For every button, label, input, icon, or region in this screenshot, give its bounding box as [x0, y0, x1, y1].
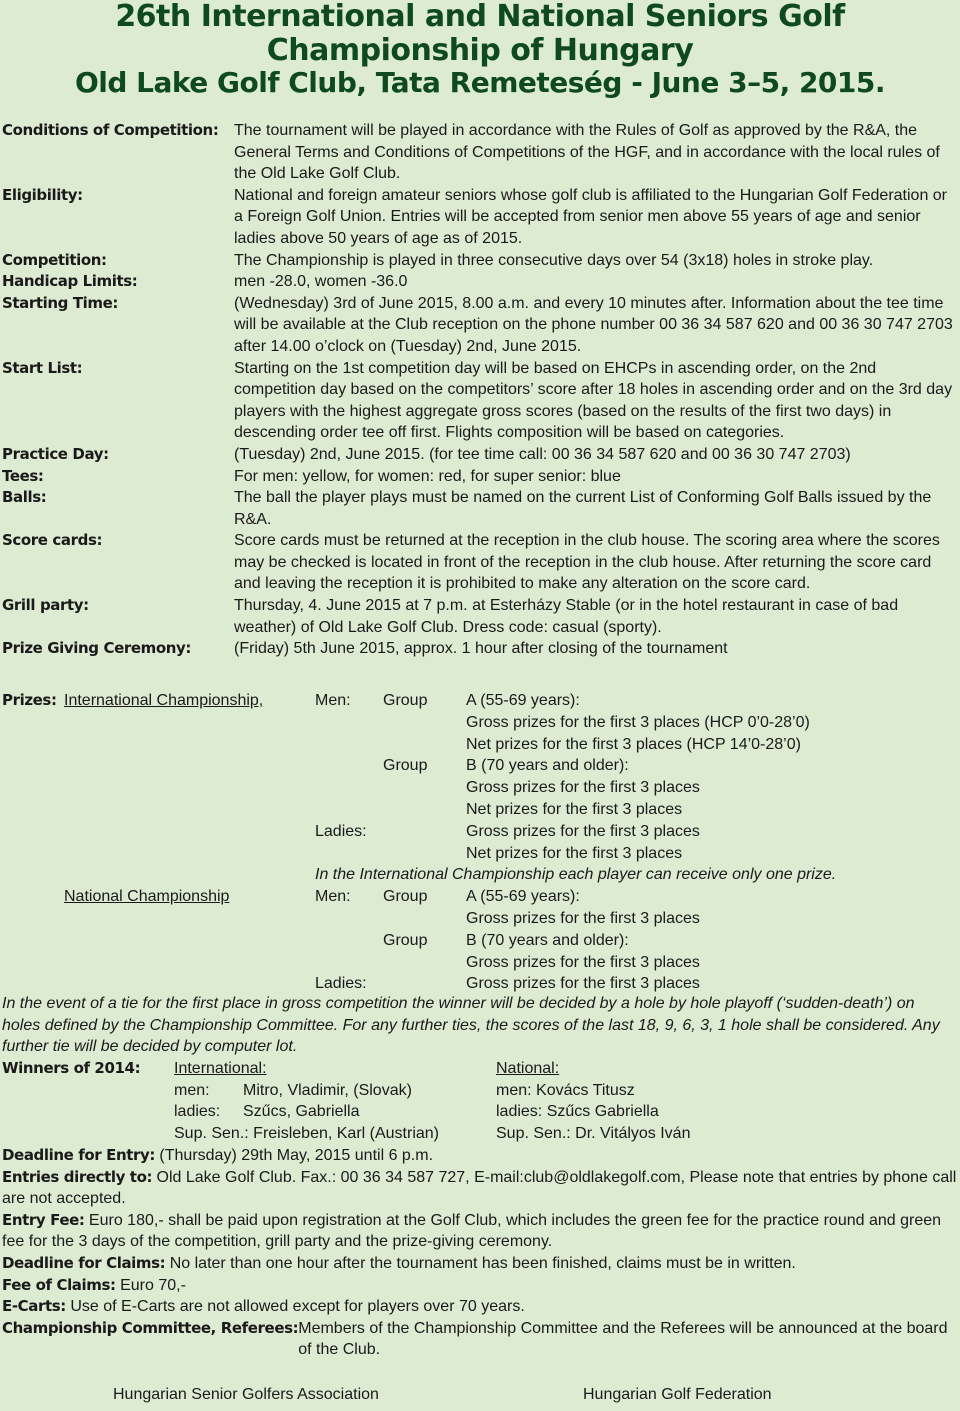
winners-row [2, 1080, 957, 1102]
detail-value: No later than one hour after the tournament has been finished, claims must be in written. [165, 1254, 796, 1272]
condition-label: Conditions of Competition: [2, 121, 219, 139]
group-a-label: A (55-69 years): [466, 692, 580, 709]
condition-value: (Friday) 5th June 2015, approx. 1 hour after closing of the tournament [234, 640, 728, 658]
group-label: Group [383, 888, 428, 906]
winners-label: Winners of 2014: [2, 1058, 141, 1077]
condition-label: Prize Giving Ceremony: [2, 639, 192, 658]
prize-line: Net prizes for the first 3 places [466, 844, 683, 862]
tie-rule: In the event of a tie for the first place in gross competition the winner will be decided by a hole by hole playoff (‘sudden-death’) on holes defined by the Championship Committee. For any further ties, the scores of the last 18, 9, 6, 3, 1 hole shall be considered. Any further tie will be decided by computer lot. [2, 995, 940, 1056]
detail-value: Euro 70,- [115, 1276, 186, 1294]
committee-label: Championship Committee, Referees: [2, 1318, 299, 1337]
detail-value: Use of E-Carts are not allowed except for players over 70 years. [65, 1298, 525, 1316]
committee-row [2, 1318, 957, 1361]
men-label: Men: [315, 888, 351, 906]
condition-label: Eligibility: [2, 185, 83, 204]
title-line-1: 26th International and National Seniors Golf [115, 0, 845, 34]
men-label: Men: [315, 692, 351, 709]
winners-intl-head: International: [174, 1059, 267, 1077]
condition-row [2, 185, 957, 250]
condition-label: Practice Day: [2, 444, 109, 463]
prize-line: Net prizes for the first 3 places [466, 800, 683, 818]
detail-label: Fee of Claims: [2, 1275, 116, 1294]
condition-row [2, 530, 957, 595]
condition-label: Score cards: [2, 531, 103, 550]
winner-category: ladies: [174, 1103, 221, 1121]
condition-row [2, 120, 957, 185]
conditions-section [2, 120, 957, 660]
detail-label: Entry Fee: [2, 1210, 85, 1229]
condition-value: The Championship is played in three consecutive days over 54 (3x18) holes in stroke play. [234, 251, 874, 269]
condition-label: Tees: [2, 466, 44, 485]
condition-row [2, 250, 957, 272]
condition-label: Competition: [2, 250, 107, 269]
document-title [0, 0, 960, 98]
condition-row [2, 595, 957, 638]
condition-label: Start List: [2, 358, 83, 377]
condition-value: (Wednesday) 3rd of June 2015, 8.00 a.m. and every 10 minutes after. Information about the tee time will be available at the Club reception on the phone number 00 36 34 587 620 and 00 36 30 747 2703 after 14.00 o’clock on (Tuesday) 2nd, June 2015. [234, 294, 953, 355]
condition-row [2, 487, 957, 530]
committee-value: Members of the Championship Committee and the Referees will be announced at the board of the Club. [298, 1319, 948, 1359]
ladies-label: Ladies: [315, 975, 367, 993]
detail-row [2, 1210, 957, 1253]
condition-row [2, 271, 957, 293]
prize-line: Gross prizes for the first 3 places [466, 953, 700, 971]
winner-name: Szűcs, Gabriella [243, 1103, 360, 1121]
ladies-label: Ladies: [315, 822, 367, 840]
condition-label: Grill party: [2, 596, 89, 615]
condition-value: men -28.0, women -36.0 [234, 273, 408, 291]
winner-name: Sup. Sen.: Freisleben, Karl (Austrian) [174, 1125, 440, 1143]
detail-row [2, 1296, 957, 1318]
detail-value: (Thursday) 29th May, 2015 until 6 p.m. [154, 1146, 434, 1164]
rules-section [2, 993, 957, 1361]
winner-name: Sup. Sen.: Dr. Vitályos Iván [496, 1125, 691, 1143]
prize-note: In the International Championship each player can receive only one prize. [315, 866, 837, 884]
condition-row [2, 638, 957, 660]
condition-value: For men: yellow, for women: red, for super senior: blue [234, 467, 621, 485]
group-b-label: B (70 years and older): [466, 931, 629, 949]
prize-line: Gross prizes for the first 3 places [466, 975, 700, 993]
prize-line: Gross prizes for the first 3 places (HCP 0’0-28’0) [466, 713, 810, 731]
winner-name: ladies: Szűcs Gabriella [496, 1103, 659, 1121]
condition-label: Balls: [2, 488, 47, 507]
winners-row [2, 1123, 957, 1145]
title-line-3: Old Lake Golf Club, Tata Remeteség - June 3–5, 2015. [74, 66, 886, 99]
detail-value: Euro 180,- shall be paid upon registration at the Golf Club, which includes the green fee for the practice round and green fee for the 3 days of the competition, grill party and the prize-giving ceremony. [2, 1211, 942, 1251]
condition-value: Score cards must be returned at the reception in the club house. The scoring area where the scores may be checked is located in front of the reception in the club house. After returning the score card and leaving the reception it is prohibited to make any alteration on the score card. [234, 532, 940, 593]
detail-row [2, 1167, 957, 1210]
winner-name: Mitro, Vladimir, (Slovak) [243, 1081, 412, 1099]
condition-value: Starting on the 1st competition day will be based on EHCPs in ascending order, on the 2nd competition day based on the competitors’ score after 18 holes in ascending order and on the 3rd day players with the highest aggregate gross scores (based on the results of the first two days) in descending order tee off first. Flights composition will be based on categories. [234, 359, 953, 442]
winner-category: men: [174, 1081, 210, 1099]
detail-label: Deadline for Claims: [2, 1253, 166, 1272]
prizes-section [2, 690, 957, 995]
winner-name: men: Kovács Titusz [496, 1081, 635, 1099]
group-label: Group [383, 692, 428, 709]
detail-row [2, 1275, 957, 1297]
prize-line: Gross prizes for the first 3 places [466, 822, 700, 840]
condition-row [2, 358, 957, 444]
condition-value: Thursday, 4. June 2015 at 7 p.m. at Esterházy Stable (or in the hotel restaurant in case of bad weather) of Old Lake Golf Club. Dress code: casual (sporty). [234, 597, 899, 636]
detail-row [2, 1253, 957, 1275]
detail-label: Entries directly to: [2, 1167, 153, 1186]
condition-row [2, 466, 957, 488]
group-b-label: B (70 years and older): [466, 757, 629, 775]
condition-label: Starting Time: [2, 293, 119, 312]
group-label: Group [383, 757, 428, 775]
detail-row [2, 1145, 957, 1167]
prize-line: Gross prizes for the first 3 places [466, 909, 700, 927]
winners-row [2, 1058, 957, 1080]
group-label: Group [383, 931, 428, 949]
condition-label: Handicap Limits: [2, 272, 138, 291]
prize-line: Gross prizes for the first 3 places [466, 779, 700, 797]
detail-label: E-Carts: [2, 1297, 66, 1316]
group-a-label: A (55-69 years): [466, 888, 580, 906]
detail-value: Old Lake Golf Club. Fax.: 00 36 34 587 727, E-mail:club@oldlakegolf.com, Please note that entries by phone call are not accepted. [2, 1168, 957, 1208]
condition-row [2, 444, 957, 466]
condition-value: The ball the player plays must be named on the current List of Conforming Golf Balls issued by the R&A. [234, 489, 932, 528]
title-line-2: Championship of Hungary [266, 33, 694, 68]
prizes-label: Prizes: [2, 691, 57, 709]
condition-row [2, 293, 957, 358]
prize-line: Net prizes for the first 3 places (HCP 14’0-28’0) [466, 735, 801, 753]
winners-row [2, 1101, 957, 1123]
intl-championship-title: International Championship, [64, 692, 264, 709]
detail-label: Deadline for Entry: [2, 1145, 155, 1164]
condition-value: The tournament will be played in accordance with the Rules of Golf as approved by the R&A, the General Terms and Conditions of Competitions of the HGF, and in accordance with the local rules of the Old Lake Golf Club. [234, 122, 940, 183]
condition-value: National and foreign amateur seniors whose golf club is affiliated to the Hungarian Golf Federation or a Foreign Golf Union. Entries will be accepted from senior men above 55 years of age and senior ladies above 50 years of age as of 2015. [234, 186, 948, 247]
condition-value: (Tuesday) 2nd, June 2015. (for tee time call: 00 36 34 587 620 and 00 36 30 747 2703) [234, 445, 851, 463]
footer-left-org: Hungarian Senior Golfers Association [113, 1386, 379, 1403]
winners-natl-head: National: [496, 1059, 560, 1077]
footer-right-org: Hungarian Golf Federation [583, 1386, 772, 1403]
natl-championship-title: National Championship [64, 888, 230, 906]
